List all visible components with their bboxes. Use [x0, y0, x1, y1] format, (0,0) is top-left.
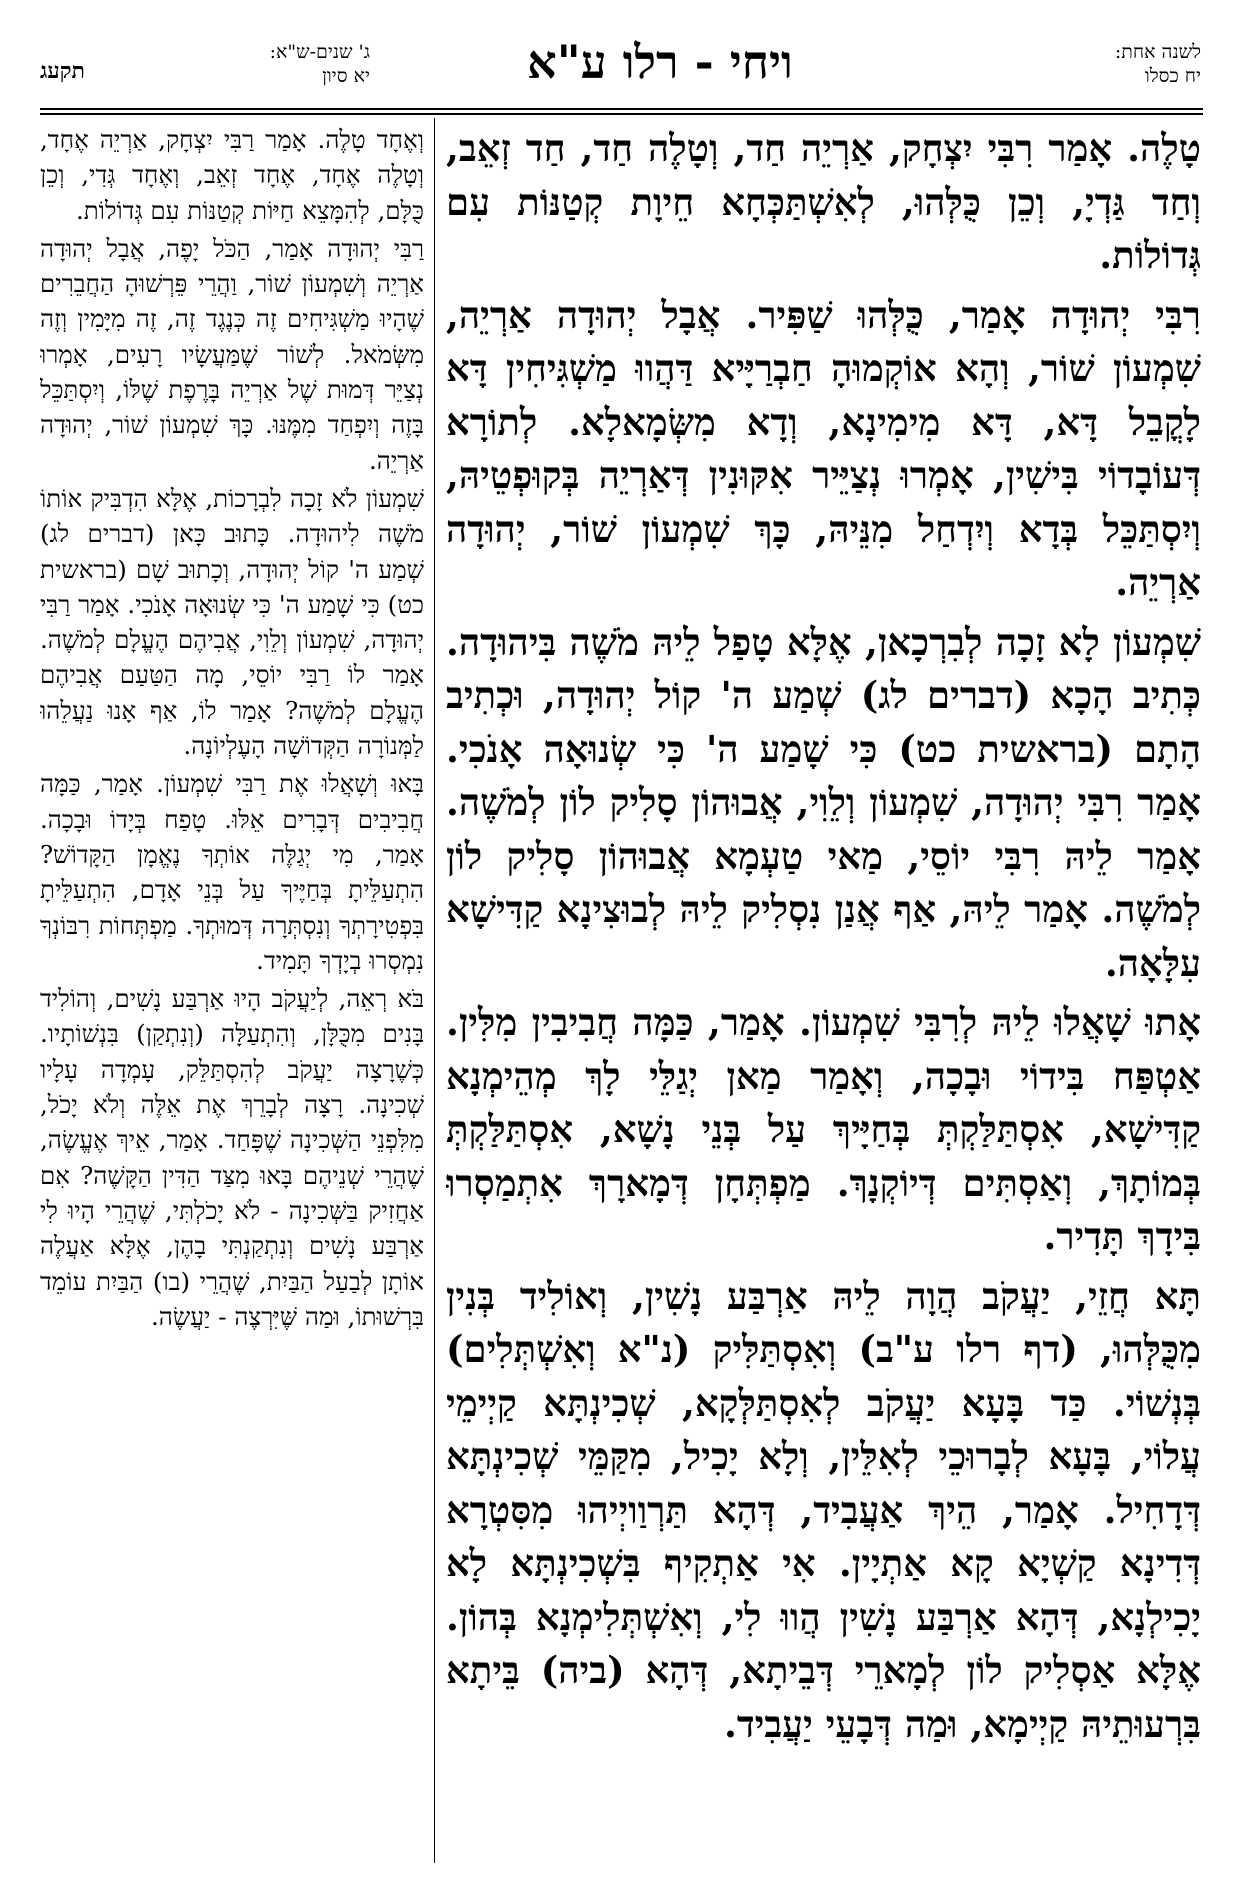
header-right-schedule — [961, 40, 1201, 110]
three-year-label: ג' שנים-ש"א: — [269, 41, 370, 63]
side-paragraph: וְאֶחָד טָלֶה. אָמַר רַבִּי יִצְחָק, אַרְיֵה אֶחָד, וְטָלֶה אֶחָד, אֶחָד זְאֵב, וְאֶחָד גְּדִי, וְכֵן כֻּלָּם, לְהִמָּצֵא חַיּוֹת קְטַנּוֹת עִם גְּדוֹלוֹת. — [40, 125, 424, 225]
main-paragraph: תָּא חֲזֵי, יַעֲקֹב הֲוָה לֵיהּ אַרְבַּע נָשִׁין, וְאוֹלִיד בְּנִין מִכֻּלְּהוּ, (דף רלו ע"ב) וְאִסְתַּלִּיק (נ"א וְאִשְׁתְּלִים) בְּנְשׁוֹי. כַּד בָּעָא יַעֲקֹב לְאִסְתַּלְּקָא, שְׁכִינְתָּא קַיְימֵי עֲלוֹי, בָּעָא לְבָרוּכֵי לְאִלֵּין, וְלָא יָכִיל, מִקַּמֵּי שְׁכִינְתָּא דְּדָחִיל. אָמַר, הֵיךְ אַעֲבִיד, דְּהָא תַּרְוַויְיהוּ מִסִּטְרָא דְּדִינָא קַשְׁיָא קָא אַתְיָין. אִי אַתְקִיף בִּשְׁכִינְתָּא לָא יָכִילְנָא, דְּהָא אַרְבַּע נָשִׁין הֲווּ לִי, וְאִשְׁתְּלִימְנָא בְּהוֹן. אֶלָּא אַסְלִיק לוֹן לְמָארֵי דְּבֵיתָא, דְּהָא (ביה) בֵּיתָא בִּרְעוּתֵיהּ קַיְימָא, וּמַה דְּבָעֵי יַעֲבִיד. — [446, 1273, 1201, 1746]
side-paragraph: בֹּא רְאֵה, לְיַעֲקֹב הָיוּ אַרְבַּע נָשִׁים, וְהוֹלִיד בָּנִים מִכֻּלָּן, וְהִתְעַלָּה (וְנִתְקַן) בִּנְשׁוֹתָיו. כְּשֶׁרָצָה יַעֲקֹב לְהִסְתַּלֵּק, עָמְדָה עָלָיו שְׁכִינָה. רָצָה לְבָרֵךְ אֶת אֵלֶּה וְלֹא יָכֹל, מִלִּפְנֵי הַשְּׁכִינָה שֶׁפָּחַד. אָמַר, אֵיךְ אֶעֱשֶׂה, שֶׁהֲרֵי שְׁנֵיהֶם בָּאוּ מִצַּד הַדִּין הַקָּשֶׁה? אִם אַחֲזִיק בַּשְּׁכִינָה - לֹא יָכֹלְתִּי, שֶׁהֲרֵי הָיוּ לִי אַרְבַּע נָשִׁים וְנִתְקַנְתִּי בָהֶן, אֶלָּא אַעֲלֶה אוֹתָן לְבַעַל הַבַּיִת, שֶׁהֲרֵי (בו) הַבַּיִת עוֹמֵד בִּרְשׁוּתוֹ, וּמַה שֶּׁיִּרְצֶה - יַעֲשֶׂה. — [40, 984, 424, 1331]
header-rule-double — [40, 113, 1203, 115]
three-year-schedule — [270, 40, 370, 88]
side-paragraph: בָּאוּ וְשָׁאֲלוּ אֶת רַבִּי שִׁמְעוֹן. אָמַר, כַּמָּה חֲבִיבִים דְּבָרִים אֵלּוּ. טָפַח בְּיָדוֹ וּבָכָה. אָמַר, מִי יְגַלֶּה אוֹתְךָ נֶאֱמָן הַקָּדוֹשׁ? הִתְעַלֵּיתָ בְּחַיֶּיךָ עַל בְּנֵי אָדָם, הִתְעַלֵּיתָ בִּפְטִירָתְךָ וְנִסְתְּרָה דְּמוּתְךָ. מַפְתְּחוֹת רִבּוֹנְךָ נִמְסְרוּ בְיָדְךָ תָּמִיד. — [40, 769, 424, 975]
column-divider — [434, 118, 435, 1863]
main-paragraph: שִׁמְעוֹן לָא זָכָה לְבִרְכָאן, אֶלָּא טָפַל לֵיהּ מֹשֶׁה בִּיהוּדָה. כְּתִיב הָכָא (דברים לג) שְׁמַע ה' קוֹל יְהוּדָה, וּכְתִיב הָתָם (בראשית כט) כִּי שָׁמַע ה' כִּי שְׂנוּאָה אָנֹכִי. אָמַר רִבִּי יְהוּדָה, שִׁמְעוֹן וְלֵוִי, אֲבוּהוֹן סָלִיק לוֹן לְמֹשֶׁה. אָמַר לֵיהּ רִבִּי יוֹסֵי, מַאי טַעְמָא אֲבוּהוֹן סָלִיק לוֹן לְמֹשֶׁה. אָמַר לֵיהּ, אַף אֲנַן נִסְלִיק לֵיהּ לְבוּצִינָא קַדִּישָׁא עִלָּאָה. — [446, 619, 1201, 985]
side-paragraph: שִׁמְעוֹן לֹא זָכָה לִבְרָכוֹת, אֶלָּא הִדְבִּיק אוֹתוֹ מֹשֶׁה לִיהוּדָה. כָּתוּב כָּאן (דברים לג) שְׁמַע ה' קוֹל יְהוּדָה, וְכָתוּב שָׁם (בראשית כט) כִּי שָׁמַע ה' כִּי שְׂנוּאָה אָנֹכִי. אָמַר רַבִּי יְהוּדָה, שִׁמְעוֹן וְלֵוִי, אֲבִיהֶם הֶעֱלָם לְמֹשֶׁה. אָמַר לוֹ רַבִּי יוֹסֵי, מָה הַטַּעַם אֲבִיהֶם הֶעֱלָם לְמֹשֶׁה? אָמַר לוֹ, אַף אָנוּ נַעֲלֵהוּ לַמְּנוֹרָה הַקְּדוֹשָׁה הָעֶלְיוֹנָה. — [40, 483, 424, 761]
header-left-schedule — [40, 40, 370, 110]
page-number: תקעג — [40, 58, 85, 84]
main-paragraph: אָתוּ שָׁאֲלוּ לֵיהּ לְרִבִּי שִׁמְעוֹן. אָמַר, כַּמָּה חֲבִיבִין מִלִּין. אַטְפַּח בִּידוֹי וּבָכָה, וְאָמַר מַאן יְגַלֵּי לָךְ מְהֵימְנָא קַדִּישָׁא, אִסְתַּלַּקְתְּ בְּחַיָּיךְ עַל בְּנֵי נָשָׁא, אִסְתַּלַּקְתְּ בְּמוֹתָךְ, וְאַסְתִּים דְּיוֹקְנָךְ. מַפְתְּחָן דְּמָארָךְ אִתְמַסְרוּ בִּידָךְ תָּדִיר. — [446, 1000, 1201, 1258]
header-rule — [40, 108, 1203, 110]
one-year-label: לשנה אחת: — [1114, 41, 1201, 63]
main-paragraph: רִבִּי יְהוּדָה אָמַר, כֻּלְּהוּ שַׁפִּיר. אֲבָל יְהוּדָה אַרְיֵה, שִׁמְעוֹן שׁוֹר, וְהָא אוֹקְמוּהָ חַבְרַיָּיא דַּהֲווּ מַשְׁגִּיחִין דָּא לָקֳבֵל דָּא, דָּא מִימִינָא, וְדָא מִשְּׂמָאלָא. לְתוֹרָא דְּעוֹבָדוֹי בִּישִׁין, אָמְרוּ נְצַיֵּיר אִקּוּנִין דְּאַרְיֵה בְּקוּפְטֵיהּ, וְיִסְתַּכֵּל בְּדָא וְיִדְחַל מִנֵּיהּ, כָּךְ שִׁמְעוֹן שׁוֹר, יְהוּדָה אַרְיֵה. — [446, 292, 1201, 604]
one-year-date: יח כסלו — [1144, 65, 1201, 87]
main-column-aramaic — [446, 122, 1201, 1862]
side-paragraph: רַבִּי יְהוּדָה אָמַר, הַכֹּל יָפֶה, אֲבָל יְהוּדָה אַרְיֵה וְשִׁמְעוֹן שׁוֹר, וַהֲרֵי פֵּרְשׁוּהָ הַחֲבֵרִים שֶׁהָיוּ מַשְׁגִּיחִים זֶה כְּנֶגֶד זֶה, זֶה מִיָּמִין וְזֶה מִשְּׂמֹאל. לְשׁוֹר שֶׁמַּעֲשָׂיו רָעִים, אָמְרוּ נְצַיֵּר דְּמוּת שֶׁל אַרְיֵה בָּרֶפֶת שֶׁלּוֹ, וְיִסְתַּכֵּל בָּזֶה וְיִפְחַד מִמֶּנּוּ. כָּךְ שִׁמְעוֹן שׁוֹר, יְהוּדָה אַרְיֵה. — [40, 233, 424, 475]
three-year-date: יא סיון — [322, 65, 370, 87]
side-column-translation — [40, 122, 424, 1862]
page-title: ויחי - רלו ע"א — [527, 35, 793, 89]
main-paragraph: טָלֶה. אָמַר רִבִּי יִצְחָק, אַרְיֵה חַד, וְטָלֶה חַד, חַד זְאֵב, וְחַד גַּדְיָ, וְכֵן כֻּלְּהוּ, לְאִשְׁתַּכְּחָא חֵיוָת קְטַנּוֹת עִם גְּדוֹלוֹת. — [446, 126, 1201, 277]
